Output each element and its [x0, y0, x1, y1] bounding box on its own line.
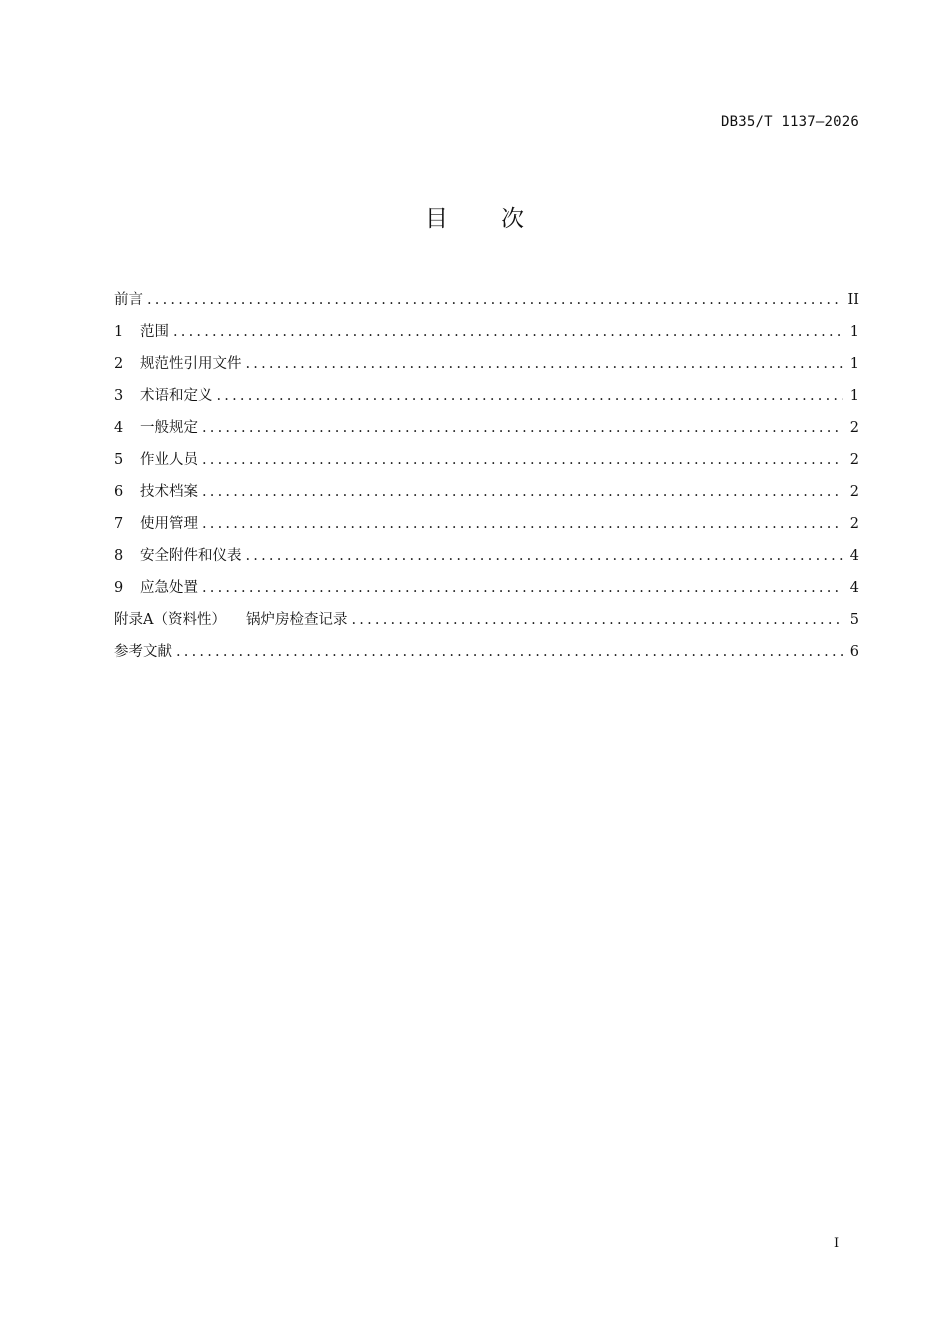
toc-entry-bibliography[interactable]: [114, 636, 859, 668]
toc-entry-general-provisions[interactable]: [114, 412, 859, 444]
toc-title-part2: 次: [501, 206, 525, 232]
table-of-contents: [114, 284, 859, 668]
appendix-title: 锅炉房检查记录: [245, 612, 348, 628]
toc-entry-safety-accessories[interactable]: [114, 540, 859, 572]
page-number: I: [834, 1236, 840, 1251]
toc-entry-emergency-response[interactable]: [114, 572, 859, 604]
toc-entry-page: 2: [849, 484, 859, 500]
toc-leader-dots: [202, 444, 843, 476]
toc-entry-label: 使用管理: [140, 516, 198, 532]
toc-leader-dots: [351, 604, 843, 636]
toc-title-part1: 目: [425, 206, 449, 232]
toc-entry-label: 技术档案: [140, 484, 198, 500]
toc-entry-foreword[interactable]: [114, 284, 859, 316]
toc-entry-number: 9: [114, 580, 124, 596]
toc-entry-terms-definitions[interactable]: [114, 380, 859, 412]
toc-entry-label: 参考文献: [114, 644, 172, 660]
document-code: DB35/T 1137—2026: [720, 114, 859, 130]
toc-title: [0, 200, 950, 233]
toc-entry-number: 2: [114, 356, 124, 372]
toc-entry-number: 8: [114, 548, 124, 564]
toc-entry-label: 范围: [140, 324, 169, 340]
toc-leader-dots: [202, 412, 843, 444]
toc-entry-label: 安全附件和仪表: [140, 548, 242, 564]
toc-leader-dots: [202, 476, 843, 508]
toc-entry-page: 2: [849, 452, 859, 468]
toc-entry-label: 应急处置: [140, 580, 198, 596]
toc-entry-page: 1: [849, 356, 859, 372]
toc-entry-number: 5: [114, 452, 124, 468]
toc-entry-page: 2: [849, 516, 859, 532]
toc-leader-dots: [202, 572, 843, 604]
toc-entry-number: 7: [114, 516, 124, 532]
toc-leader-dots: [202, 508, 843, 540]
toc-entry-technical-files[interactable]: [114, 476, 859, 508]
toc-entry-label: 规范性引用文件: [140, 356, 242, 372]
toc-entry-number: 1: [114, 324, 124, 340]
toc-entry-label: [114, 604, 347, 636]
toc-entry-usage-management[interactable]: [114, 508, 859, 540]
toc-entry-label: 作业人员: [140, 452, 198, 468]
toc-entry-normative-references[interactable]: [114, 348, 859, 380]
toc-leader-dots: [217, 380, 844, 412]
toc-entry-number: 6: [114, 484, 124, 500]
toc-leader-dots: [176, 636, 843, 668]
toc-entry-number: 3: [114, 388, 124, 404]
toc-entry-page: 5: [849, 612, 859, 628]
toc-entry-page: 1: [849, 324, 859, 340]
toc-entry-page: 6: [849, 644, 859, 660]
toc-entry-operators[interactable]: [114, 444, 859, 476]
toc-entry-page: 4: [849, 548, 859, 564]
toc-entry-scope[interactable]: [114, 316, 859, 348]
toc-leader-dots: [147, 284, 843, 316]
toc-entry-page: 4: [849, 580, 859, 596]
toc-entry-number: 4: [114, 420, 124, 436]
toc-entry-label: 术语和定义: [140, 388, 213, 404]
toc-leader-dots: [173, 316, 843, 348]
toc-entry-label: 前言: [114, 292, 143, 308]
appendix-designation: 附录A（资料性）: [114, 612, 226, 628]
toc-leader-dots: [246, 348, 844, 380]
toc-entry-page: 2: [849, 420, 859, 436]
toc-entry-page: II: [847, 292, 859, 308]
toc-leader-dots: [246, 540, 844, 572]
toc-entry-appendix-a[interactable]: [114, 604, 859, 636]
toc-entry-label: 一般规定: [140, 420, 198, 436]
toc-entry-page: 1: [849, 388, 859, 404]
